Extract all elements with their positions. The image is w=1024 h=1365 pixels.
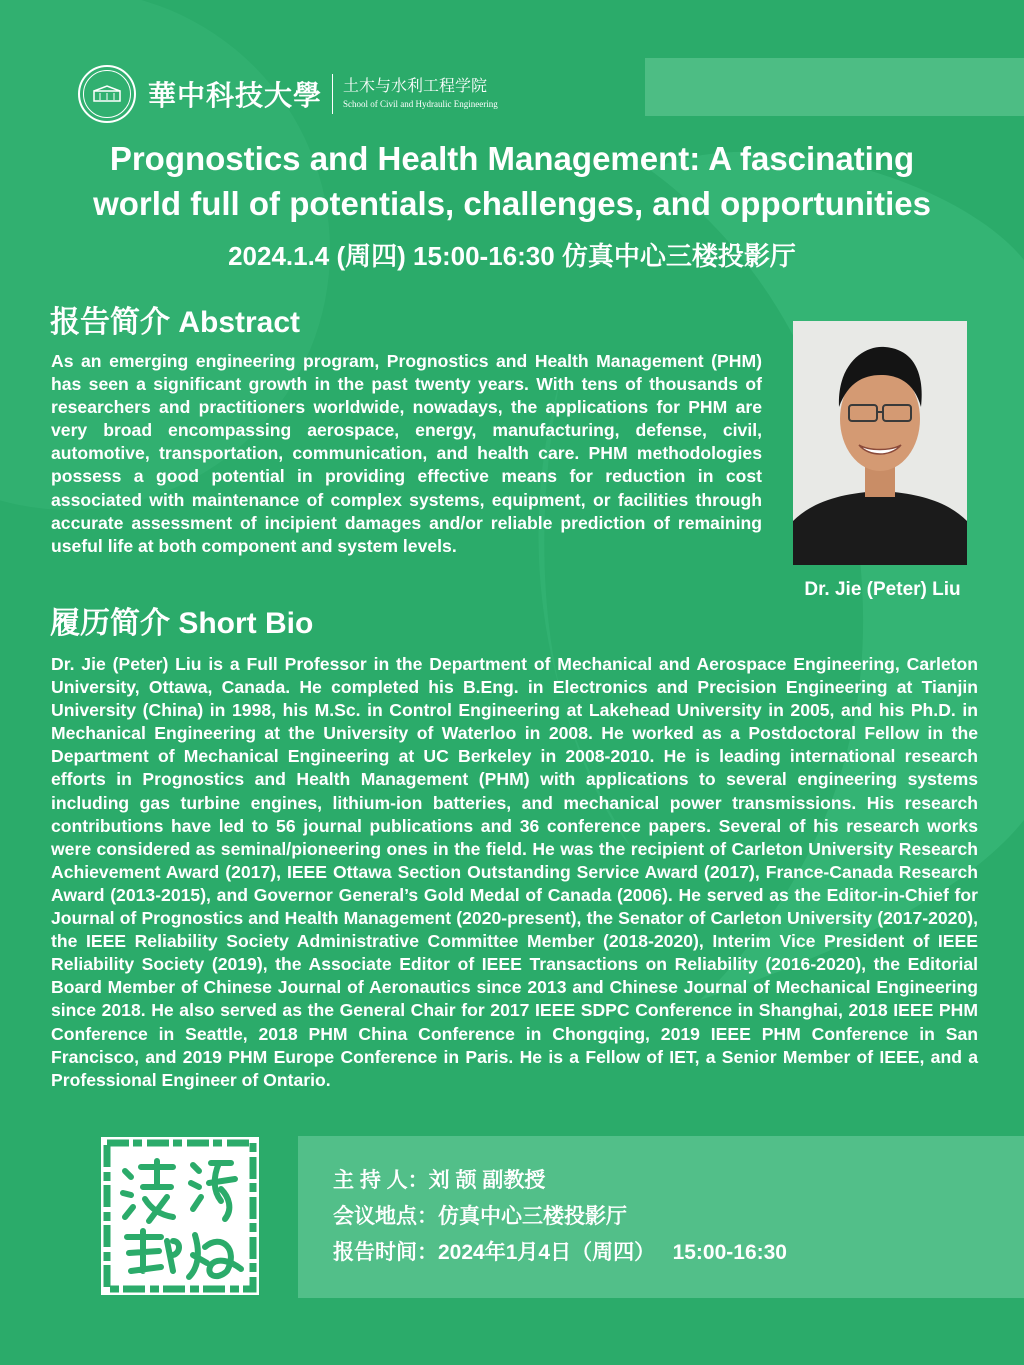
datetime-venue: 2024.1.4 (周四) 15:00-16:30 仿真中心三楼投影厅 — [228, 241, 796, 271]
bio-heading: 履历简介 Short Bio — [50, 607, 314, 640]
seal-inner-ring — [83, 70, 131, 118]
bio-text: Dr. Jie (Peter) Liu is a Full Professor in the Department of Mechanical and Aerospace Engineering, Carleton University, Ottawa, Canada. He completed his B.Eng. in Electronics and Precision Engineering at Tianjin University (China) in 1998, his M.Sc. in Control Engineering at Lakehead University in 2005, and his Ph.D. in Mechanical Engineering at the University of Waterloo in 2008. He worked as a Postdoctoral Fellow in the Department of Mechanical Engineering at UC Berkeley in 2008-2010. He is leading international research efforts in Prognostics and Health Management (PHM) with applications to several engineering systems including gas turbine engines, lithium-ion batteries, and mechanical power transmissions. His research contributions have led to 56 journal publications and 36 conference papers. Several of his research works were considered as seminal/pioneering ones in the field. He was the recipient of Carleton University Research Achievement Award (2017), IEEE Ottawa Section Outstanding Service Award (2017), France-Canada Research Award (2013-2015), and Governor General’s Gold Medal of Canada (2006). He served as the Editor-in-Chief for Journal of Prognostics and Health Management (2020-present), the Senator of Carleton University (2017-2020), the IEEE Reliability Society Administrative Committee Member (2018-2020), Interim Vice President of IEEE Reliability Society (2019), the Associate Editor of IEEE Transactions on Reliability (2016-2020), the Editorial Board Member of Chinese Journal of Aeronautics since 2013 and Chinese Journal of Mechanical Engineering since 2018. He also served as the General Chair for 2017 IEEE SDPC Conference in Shanghai, 2018 IEEE PHM Conference in Seattle, 2018 PHM China Conference in Chongqing, 2019 IEEE PHM Conference in San Francisco, and 2019 PHM Europe Conference in Paris. He is a Fellow of IET, a Senior Member of IEEE, and a Professional Engineer of Ontario. — [51, 654, 978, 1090]
seal-building-icon — [92, 85, 122, 103]
venue-line: 会议地点：仿真中心三楼投影厅 — [333, 1205, 627, 1228]
calligraphy-stamp-image — [101, 1137, 259, 1295]
header-divider — [332, 74, 333, 114]
school-name-en: School of Civil and Hydraulic Engineering — [343, 99, 498, 109]
school-name — [343, 77, 498, 111]
speaker-photo — [793, 321, 967, 565]
university-seal-logo — [78, 65, 136, 123]
talk-title — [30, 136, 994, 226]
speaker-portrait-image — [793, 321, 967, 565]
school-name-cn: 土木与水利工程学院 — [343, 78, 488, 95]
header — [78, 68, 498, 120]
event-info — [333, 1163, 787, 1271]
speaker-caption: Dr. Jie (Peter) Liu — [804, 579, 961, 600]
university-name: 華中科技大學 — [148, 79, 323, 112]
talk-title-line-1: Prognostics and Health Management: A fascinating — [109, 140, 915, 177]
abstract-heading: 报告简介 Abstract — [50, 306, 301, 339]
abstract-text: As an emerging engineering program, Prognostics and Health Management (PHM) has seen a significant growth in the past twenty years. With tens of thousands of researchers and practitioners worldwide, nowadays, the applications for PHM are very broad encompassing aerospace, energy, manufacturing, defense, civil, automotive, transportation, communication, and health care. PHM methodologies possess a good potential in providing effective means for reduction in cost associated with maintenance of complex systems, equipment, or facilities through accurate assessment of incipient damages and/or reliable prediction of remaining useful life at both component and system levels. — [51, 351, 762, 556]
host-line: 主 持 人：刘 颉 副教授 — [333, 1169, 546, 1192]
calligraphy-stamp — [101, 1137, 259, 1295]
time-line: 报告时间：2024年1月4日（周四） 15:00-16:30 — [333, 1241, 787, 1264]
talk-title-line-2: world full of potentials, challenges, and opportunities — [93, 185, 931, 222]
